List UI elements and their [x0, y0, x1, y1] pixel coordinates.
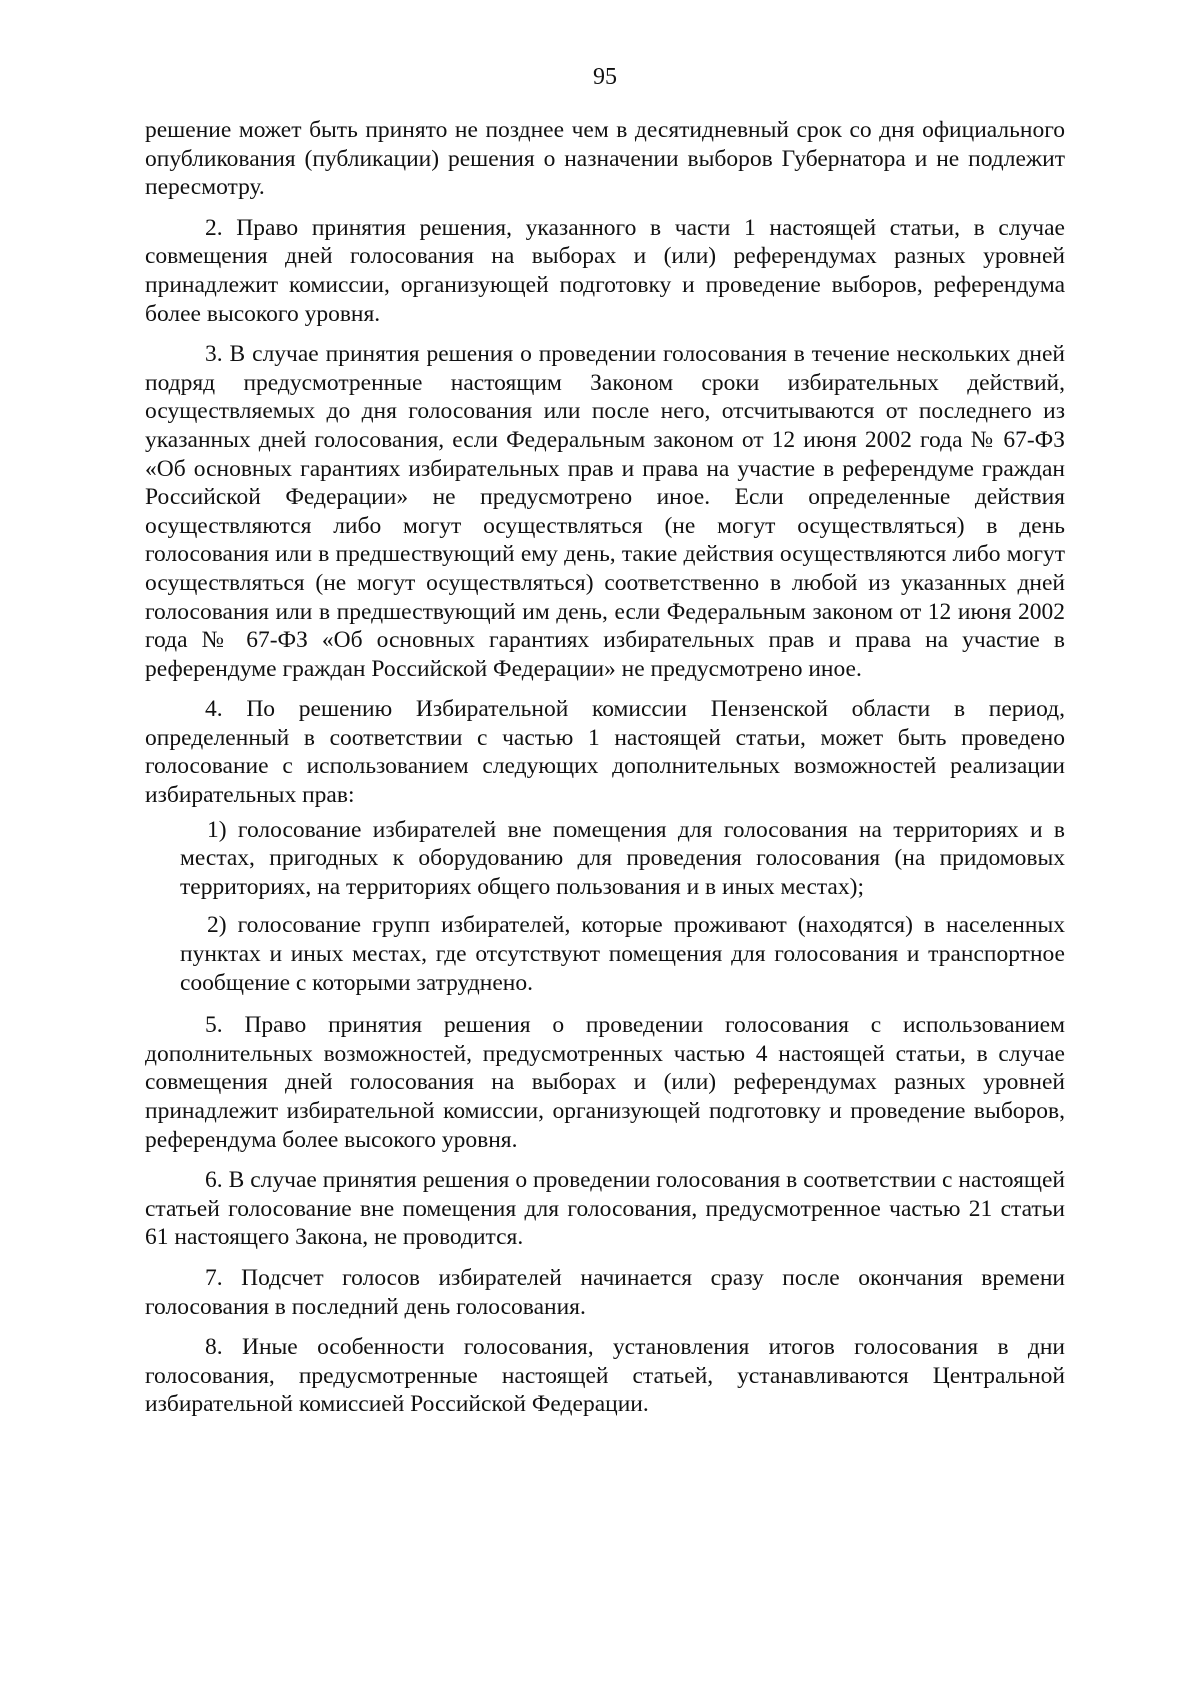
list-item-1: 1) голосование избирателей вне помещения для голосования на территориях и в местах, пригодных к оборудованию для проведения голосования (на придомовых территориях, на территориях общего пользования и в иных местах); — [180, 816, 1065, 900]
paragraph-7: 7. Подсчет голосов избирателей начинается сразу после окончания времени голосования в последний день голосования. — [145, 1264, 1065, 1320]
paragraph-5: 5. Право принятия решения о проведении голосования с использованием дополнительных возможностей, предусмотренных частью 4 настоящей статьи, в случае совмещения дней голосования на выборах и (или) референдумах разных уровней принадлежит избирательной комиссии, организующей подготовку и проведение выборов, референдума более высокого уровня. — [145, 1012, 1065, 1153]
paragraph-8: 8. Иные особенности голосования, установления итогов голосования в дни голосования, предусмотренные настоящей статьей, устанавливаются Центральной избирательной комиссией Российской Федерации. — [145, 1334, 1065, 1418]
page-number: 95 — [593, 64, 617, 90]
paragraph-6: 6. В случае принятия решения о проведении голосования в соответствии с настоящей статьей голосование вне помещения для голосования, предусмотренное частью 21 статьи 61 настоящего Закона, не проводится. — [145, 1167, 1065, 1251]
list-item-2: 2) голосование групп избирателей, которые проживают (находятся) в населенных пунктах и иных местах, где отсутствуют помещения для голосования и транспортное сообщение с которыми затруднено. — [180, 912, 1065, 996]
paragraph-3: 3. В случае принятия решения о проведении голосования в течение нескольких дней подряд предусмотренные настоящим Законом сроки избирательных действий, осуществляемых до дня голосования или после него, отсчитываются от последнего из указанных дней голосования, если Федеральным законом от 12 июня 2002 года № 67-ФЗ «Об основных гарантиях избирательных прав и права на участие в референдуме граждан Российской Федерации» не предусмотрено иное. Если определенные действия осуществляются либо могут осуществляться (не могут осуществляться) в день голосования или в предшествующий ему день, такие действия осуществляются либо могут осуществляться (не могут осуществляться) соответственно в любой из указанных дней голосования или в предшествующий им день, если Федеральным законом от 12 июня 2002 года № 67-ФЗ «Об основных гарантиях избирательных прав и права на участие в референдуме граждан Российской Федерации» не предусмотрено иное. — [145, 341, 1065, 682]
paragraph-continuation: решение может быть принято не позднее чем в десятидневный срок со дня официального опубликования (публикации) решения о назначении выборов Губернатора и не подлежит пересмотру. — [145, 117, 1065, 201]
paragraph-4: 4. По решению Избирательной комиссии Пензенской области в период, определенный в соответствии с частью 1 настоящей статьи, может быть проведено голосование с использованием следующих дополнительных возможностей реализации избирательных прав: — [145, 696, 1065, 809]
document-page — [145, 62, 1065, 1431]
paragraph-2: 2. Право принятия решения, указанного в части 1 настоящей статьи, в случае совмещения дней голосования на выборах и (или) референдумах разных уровней принадлежит комиссии, организующей подготовку и проведение выборов, референдума более высокого уровня. — [145, 214, 1065, 327]
